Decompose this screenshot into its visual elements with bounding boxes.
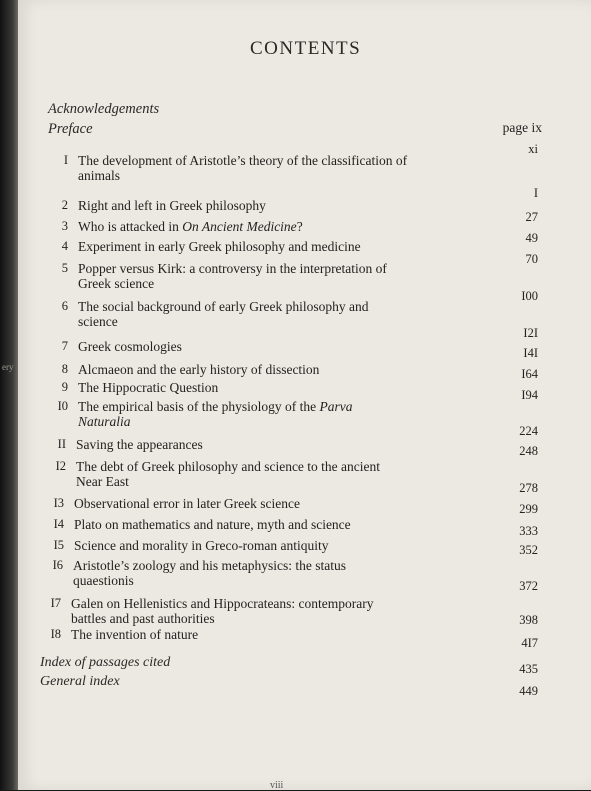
toc-entry xyxy=(61,380,219,395)
chapter-number: I7 xyxy=(50,596,61,610)
chapter-number: 8 xyxy=(61,362,68,376)
chapter-number: I5 xyxy=(53,538,64,552)
chapter-number: I8 xyxy=(50,627,61,641)
back-matter-general-index: General index xyxy=(40,674,120,689)
chapter-title: Right and left in Greek philosophy xyxy=(78,198,266,213)
chapter-title-continued: science xyxy=(78,314,118,329)
chapter-title: Observational error in later Greek science xyxy=(74,496,301,511)
chapter-number: 7 xyxy=(61,339,68,353)
chapter-number: 6 xyxy=(61,299,68,313)
chapter-page-number: 299 xyxy=(519,502,538,516)
edge-text-fragment: ery xyxy=(2,362,14,372)
toc-entry xyxy=(55,459,381,489)
chapter-page-number: 372 xyxy=(519,579,538,593)
chapter-page-number: 352 xyxy=(519,543,538,557)
chapter-title: The debt of Greek philosophy and science to the ancient xyxy=(76,459,381,474)
chapter-title-continued: Naturalia xyxy=(78,414,131,429)
toc-entry xyxy=(61,261,387,291)
chapter-title: Alcmaeon and the early history of dissection xyxy=(78,362,320,377)
page-folio: viii xyxy=(270,780,284,791)
chapter-title-italic: Parva xyxy=(319,399,353,414)
chapter-number: I4 xyxy=(53,517,64,531)
chapter-page-number: I4I xyxy=(523,346,538,360)
chapter-title: The invention of nature xyxy=(71,627,199,642)
toc-entry xyxy=(57,437,203,452)
chapter-title: Galen on Hellenistics and Hippocrateans: contemporary xyxy=(71,596,374,611)
chapter-title: Experiment in early Greek philosophy and medicine xyxy=(78,239,361,254)
chapter-number: I0 xyxy=(57,399,68,413)
contents-page xyxy=(18,0,591,790)
toc-entry xyxy=(61,299,369,329)
chapter-title: Greek cosmologies xyxy=(78,339,182,354)
chapter-page-number: I64 xyxy=(521,367,538,381)
toc-entry xyxy=(61,339,182,354)
chapter-number: I xyxy=(63,153,68,167)
chapter-title: Aristotle’s zoology and his metaphysics: the status xyxy=(73,558,346,573)
chapter-number: II xyxy=(57,437,66,451)
chapter-number: I3 xyxy=(53,496,64,510)
chapter-title-suffix: ? xyxy=(296,219,303,234)
chapter-title: The social background of early Greek philosophy and xyxy=(78,299,369,314)
chapter-page-number: I00 xyxy=(521,289,538,303)
chapter-title: Who is attacked in xyxy=(78,219,183,234)
toc-entry xyxy=(61,198,266,213)
back-matter-index-passages: Index of passages cited xyxy=(40,655,171,670)
chapter-page-number: 70 xyxy=(525,252,538,266)
chapter-page-number: 278 xyxy=(519,481,538,495)
toc-entry xyxy=(61,219,303,234)
chapter-title-continued: animals xyxy=(78,168,120,183)
chapter-title: Plato on mathematics and nature, myth and science xyxy=(74,517,351,532)
chapter-title-continued: Near East xyxy=(76,474,129,489)
chapter-page-number: 4I7 xyxy=(521,636,538,650)
chapter-title-continued: Greek science xyxy=(78,276,155,291)
chapter-number: 2 xyxy=(61,198,68,212)
chapter-page-number: I xyxy=(533,186,538,200)
chapter-page-number: 248 xyxy=(519,444,538,458)
chapter-title-continued: quaestionis xyxy=(73,573,134,588)
chapter-page-number: 27 xyxy=(525,210,538,224)
book-gutter-edge xyxy=(0,0,18,790)
toc-entry xyxy=(53,496,301,511)
chapter-number: 5 xyxy=(61,261,68,275)
chapter-number: I6 xyxy=(52,558,63,572)
front-matter-preface: Preface xyxy=(48,121,93,137)
chapter-title-continued: battles and past authorities xyxy=(71,611,215,626)
preface-page-number: xi xyxy=(528,142,538,156)
chapter-page-number: 398 xyxy=(519,613,538,627)
chapter-page-number: 333 xyxy=(519,524,538,538)
toc-entry xyxy=(53,538,329,553)
chapter-page-number: I2I xyxy=(523,326,538,340)
toc-entry xyxy=(63,153,408,183)
chapter-title: Science and morality in Greco-roman antiquity xyxy=(74,538,329,553)
chapter-title: The Hippocratic Question xyxy=(78,380,219,395)
toc-entry xyxy=(53,517,351,532)
chapter-title-italic: On Ancient Medicine xyxy=(182,219,297,234)
toc-entry xyxy=(50,627,199,642)
chapter-title: The empirical basis of the physiology of the xyxy=(78,399,320,414)
toc-entry xyxy=(61,362,320,377)
chapter-page-number: 49 xyxy=(525,231,538,245)
toc-entry xyxy=(57,399,353,429)
back-matter-page-number: 449 xyxy=(519,684,538,698)
chapter-number: 3 xyxy=(61,219,68,233)
back-matter-page-number: 435 xyxy=(519,662,538,676)
chapter-page-number: I94 xyxy=(521,388,538,402)
toc-entry xyxy=(50,596,374,626)
chapter-title: Saving the appearances xyxy=(76,437,203,452)
chapter-page-number: 224 xyxy=(519,424,538,438)
chapter-title: Popper versus Kirk: a controversy in the interpretation of xyxy=(78,261,387,276)
chapter-number: 9 xyxy=(61,380,68,394)
front-matter-acknowledgements: Acknowledgements xyxy=(48,101,160,117)
toc-entry xyxy=(52,558,346,588)
page-label: page ix xyxy=(502,120,542,135)
chapter-number: 4 xyxy=(61,239,68,253)
page-title: CONTENTS xyxy=(250,38,362,59)
toc-entry xyxy=(61,239,361,254)
chapter-title: The development of Aristotle’s theory of the classification of xyxy=(78,153,408,168)
chapter-number: I2 xyxy=(55,459,66,473)
